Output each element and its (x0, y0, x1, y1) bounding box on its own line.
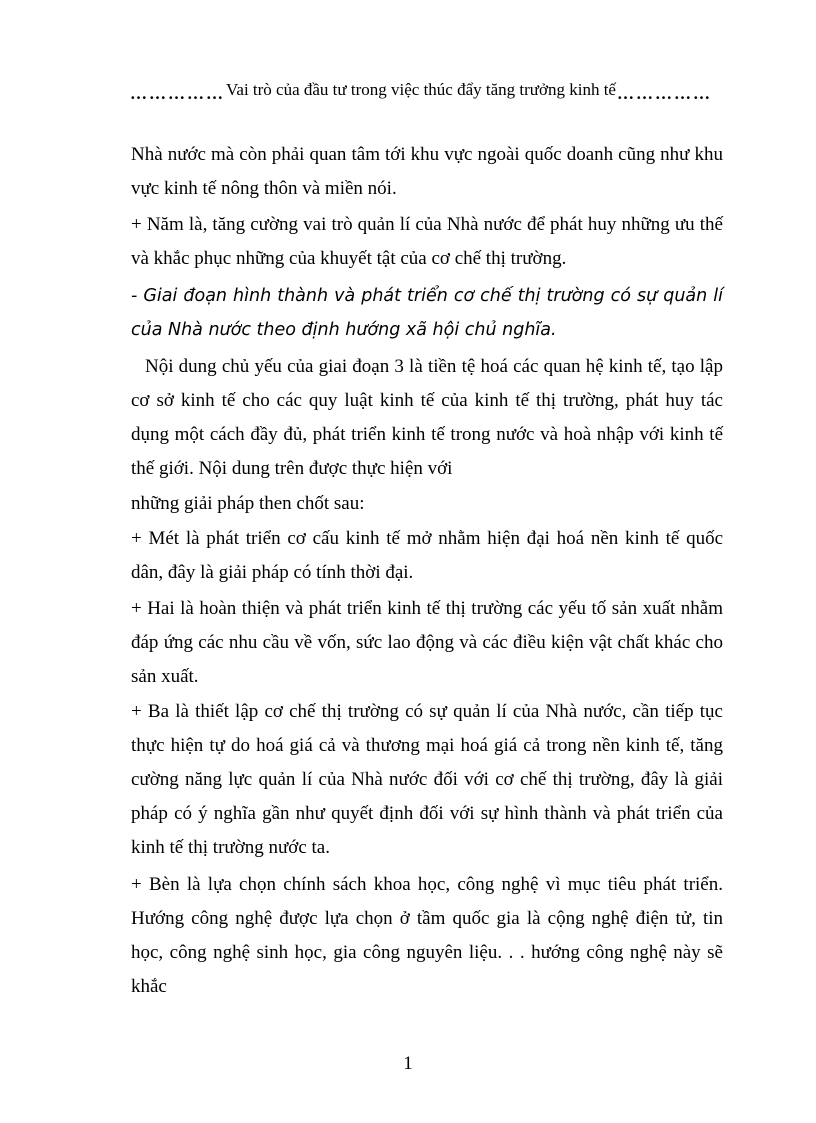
running-header (130, 70, 720, 103)
paragraph-2: + Năm là, tăng cường vai trò quản lí của Nhà nước để phát huy những ưu thế và khắc phục những của khuyết tật của cơ chế thị trường. (131, 214, 723, 269)
header-dots-right: …………… (616, 84, 712, 103)
paragraph-1: Nhà nước mà còn phải quan tâm tới khu vực ngoài quốc doanh cũng như khu vực kinh tế nông thôn và miền nói. (131, 144, 723, 199)
paragraph-7: + Hai là hoàn thiện và phát triển kinh tế thị trường các yếu tố sản xuất nhằm đáp ứng các nhu cầu về vốn, sức lao động và các điều kiện vật chất khác cho sản xuất. (131, 598, 723, 687)
paragraph-5: những giải pháp then chốt sau: (131, 493, 365, 514)
page-number: 1 (403, 1053, 413, 1074)
paragraph-8: + Ba là thiết lập cơ chế thị trường có sự quản lí của Nhà nước, cần tiếp tục thực hiện tự do hoá giá cả và thương mại hoá giá cả trong nền kinh tế, tăng cường năng lực quản lí của Nhà nước đối với cơ chế thị trường, đây là giải pháp có ý nghĩa gần như quyết định đối với sự hình thành và phát triển của kinh tế thị trường nước ta. (131, 701, 723, 858)
paragraph-9: + Bèn là lựa chọn chính sách khoa học, công nghệ vì mục tiêu phát triển. Hướng công nghệ được lựa chọn ở tầm quốc gia là cộng nghệ điện tử, tin học, công nghệ sinh học, gia công nguyên liệu. . . hướng công nghệ này sẽ khắc (131, 874, 723, 997)
paragraph-6: + Mét là phát triển cơ cấu kinh tế mở nhằm hiện đại hoá nền kinh tế quốc dân, đây là giải pháp có tính thời đại. (131, 528, 723, 583)
paragraph-3-italic-heading: - Giai đoạn hình thành và phát triển cơ chế thị trường có sự quản lí của Nhà nước theo định hướng xã hội chủ nghĩa. (131, 286, 723, 340)
header-dots-left: …………… (130, 84, 225, 103)
paragraph-4: Nội dung chủ yếu của giai đoạn 3 là tiền tệ hoá các quan hệ kinh tế, tạo lập cơ sở kinh tế cho các quy luật kinh tế của kinh tế thị trường, phát huy tác dụng một cách đầy đủ, phát triển kinh tế trong nước và hoà nhập với kinh tế thế giới. Nội dung trên được thực hiện với (131, 356, 723, 479)
header-title: Vai trò của đầu tư trong việc thúc đẩy tăng trưởng kinh tế (226, 80, 616, 99)
